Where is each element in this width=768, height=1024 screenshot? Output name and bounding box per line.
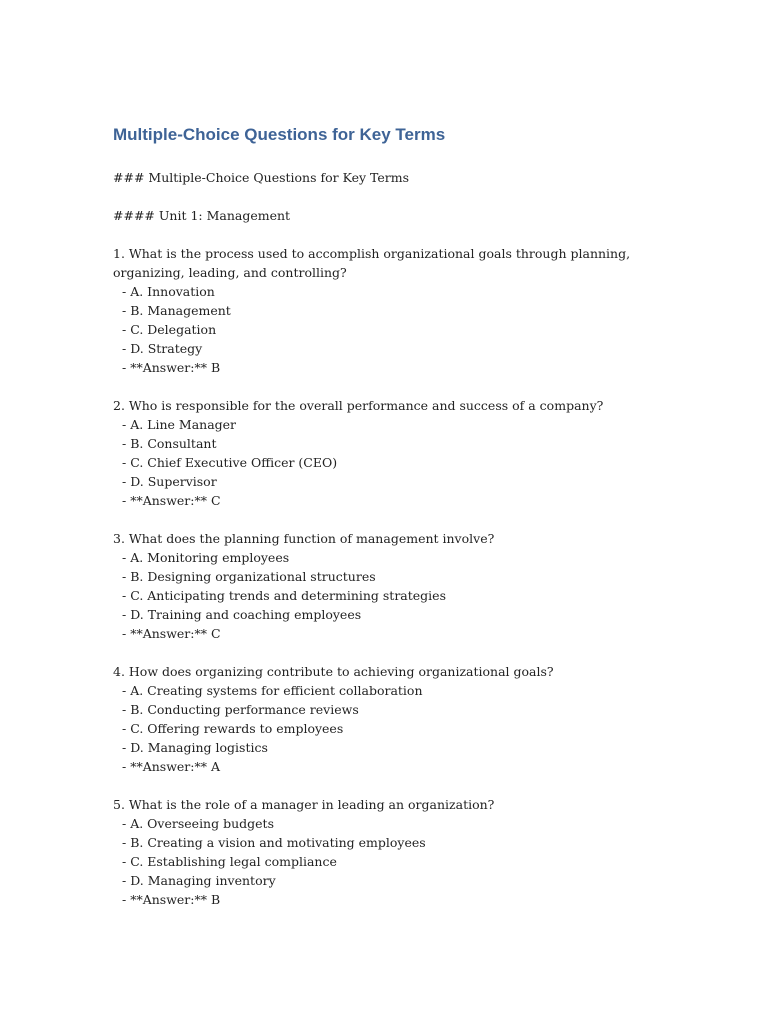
question-3 bbox=[113, 529, 713, 643]
question-2 bbox=[113, 396, 713, 510]
answer-line: - **Answer:** C bbox=[122, 626, 221, 641]
option-b: - B. Management bbox=[122, 303, 231, 318]
option-d: - D. Managing logistics bbox=[122, 740, 268, 755]
blank-line bbox=[113, 510, 713, 529]
blank-line bbox=[113, 187, 713, 206]
option-a: - A. Creating systems for efficient collaboration bbox=[122, 683, 423, 698]
option-c: - C. Establishing legal compliance bbox=[122, 854, 337, 869]
option-c: - C. Chief Executive Officer (CEO) bbox=[122, 455, 338, 470]
option-a: - A. Monitoring employees bbox=[122, 550, 290, 565]
option-d: - D. Managing inventory bbox=[122, 873, 276, 888]
question-1 bbox=[113, 244, 713, 377]
option-b: - B. Designing organizational structures bbox=[122, 569, 376, 584]
answer-line: - **Answer:** C bbox=[122, 493, 221, 508]
option-d: - D. Strategy bbox=[122, 341, 203, 356]
option-c: - C. Delegation bbox=[122, 322, 217, 337]
question-5 bbox=[113, 795, 713, 909]
blank-line bbox=[113, 776, 713, 795]
option-b: - B. Creating a vision and motivating employees bbox=[122, 835, 426, 850]
option-a: - A. Line Manager bbox=[122, 417, 237, 432]
answer-line: - **Answer:** B bbox=[122, 892, 221, 907]
question-4 bbox=[113, 662, 713, 776]
option-a: - A. Overseeing budgets bbox=[122, 816, 274, 831]
option-d: - D. Training and coaching employees bbox=[122, 607, 362, 622]
option-b: - B. Conducting performance reviews bbox=[122, 702, 359, 717]
question-text: 3. What does the planning function of management involve? bbox=[113, 531, 495, 546]
question-text: 2. Who is responsible for the overall performance and success of a company? bbox=[113, 398, 604, 413]
document-title: Multiple-Choice Questions for Key Terms bbox=[113, 125, 446, 144]
unit-heading: #### Unit 1: Management bbox=[113, 208, 291, 223]
question-text: 1. What is the process used to accomplish organizational goals through planning, bbox=[113, 246, 631, 261]
option-c: - C. Offering rewards to employees bbox=[122, 721, 344, 736]
answer-line: - **Answer:** A bbox=[122, 759, 220, 774]
option-a: - A. Innovation bbox=[122, 284, 215, 299]
blank-line bbox=[113, 643, 713, 662]
question-text-continued: organizing, leading, and controlling? bbox=[113, 265, 347, 280]
option-b: - B. Consultant bbox=[122, 436, 217, 451]
option-c: - C. Anticipating trends and determining strategies bbox=[122, 588, 446, 603]
question-text: 5. What is the role of a manager in leading an organization? bbox=[113, 797, 495, 812]
question-text: 4. How does organizing contribute to achieving organizational goals? bbox=[113, 664, 554, 679]
document-body bbox=[113, 168, 713, 909]
blank-line bbox=[113, 377, 713, 396]
markdown-heading: ### Multiple-Choice Questions for Key Terms bbox=[113, 170, 410, 185]
blank-line bbox=[113, 225, 713, 244]
option-d: - D. Supervisor bbox=[122, 474, 217, 489]
answer-line: - **Answer:** B bbox=[122, 360, 221, 375]
